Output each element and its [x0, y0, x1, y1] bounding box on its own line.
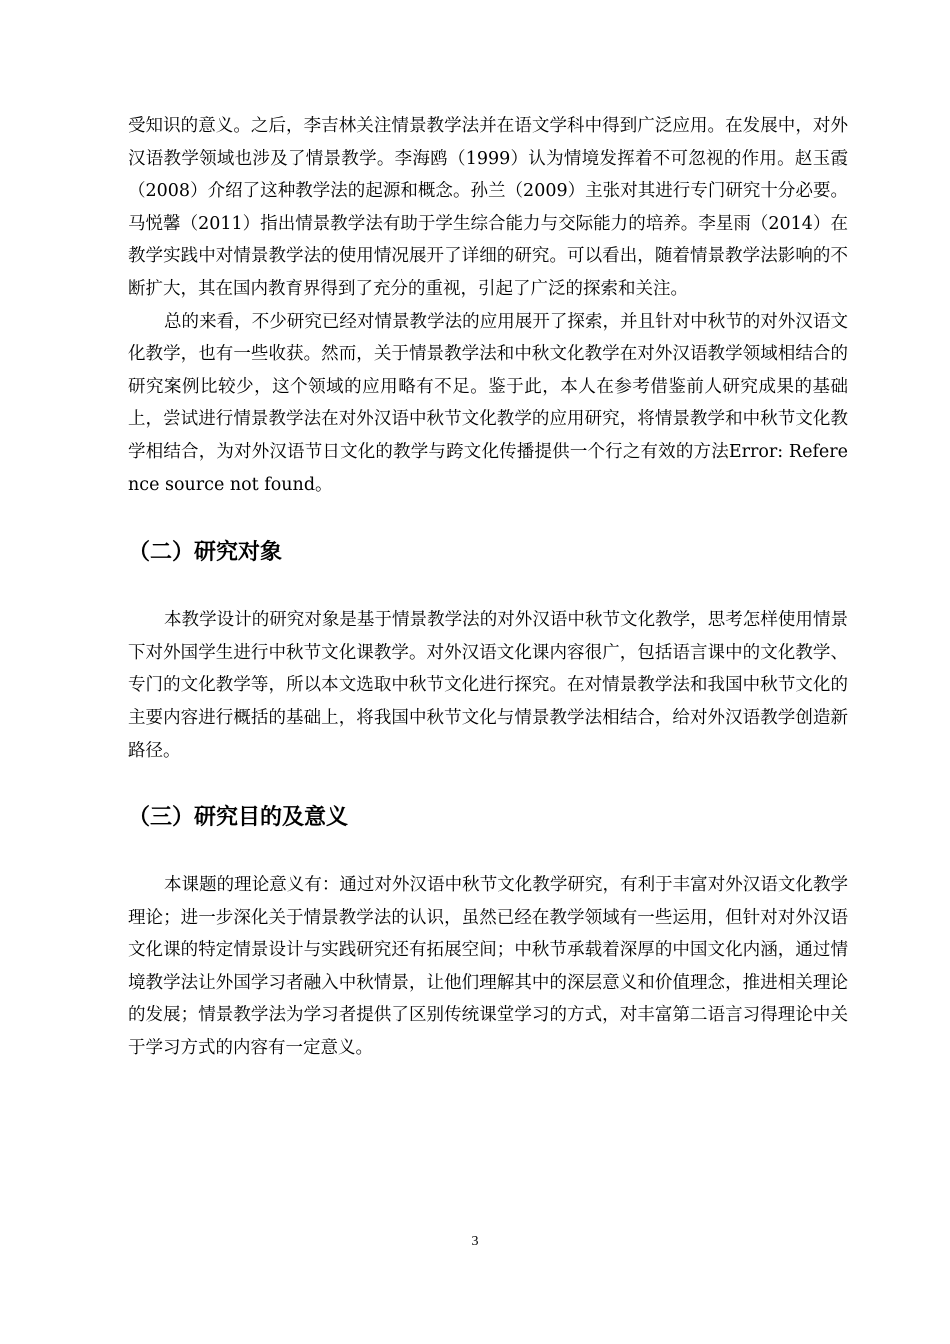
- paragraph-research-object: 本教学设计的研究对象是基于情景教学法的对外汉语中秋节文化教学，思考怎样使用情景下对外国学生进行中秋节文化课教学。对外汉语文化课内容很广，包括语言课中的文化教学、专门的文化教学等，所以本文选取中秋节文化进行探究。在对情景教学法和我国中秋节文化的主要内容进行概括的基础上，将我国中秋节文化与情景教学法相结合，给对外汉语教学创造新路径。: [128, 610, 848, 761]
- section-heading-research-purpose: （三）研究目的及意义: [128, 805, 349, 831]
- document-body: [128, 110, 848, 1065]
- paragraph-research-purpose: 本课题的理论意义有：通过对外汉语中秋节文化教学研究，有利于丰富对外汉语文化教学理论；进一步深化关于情景教学法的认识，虽然已经在教学领域有一些运用，但针对对外汉语文化课的特定情景设计与实践研究还有拓展空间；中秋节承载着深厚的中国文化内涵，通过情境教学法让外国学习者融入中秋情景，让他们理解其中的深层意义和价值理念，推进相关理论的发展；情景教学法为学习者提供了区别传统课堂学习的方式，对丰富第二语言习得理论中关于学习方式的内容有一定意义。: [128, 875, 848, 1059]
- page-number: 3: [471, 1234, 479, 1249]
- paragraph-continuation: 受知识的意义。之后，李吉林关注情景教学法并在语文学科中得到广泛应用。在发展中，对外汉语教学领域也涉及了情景教学。李海鸥（1999）认为情境发挥着不可忽视的作用。赵玉霞（2008）介绍了这种教学法的起源和概念。孙兰（2009）主张对其进行专门研究十分必要。马悦馨（2011）指出情景教学法有助于学生综合能力与交际能力的培养。李星雨（2014）在教学实践中对情景教学法的使用情况展开了详细的研究。可以看出，随着情景教学法影响的不断扩大，其在国内教育界得到了充分的重视，引起了广泛的探索和关注。: [128, 116, 848, 299]
- paragraph-summary: 总的来看，不少研究已经对情景教学法的应用展开了探索，并且针对中秋节的对外汉语文化教学，也有一些收获。然而，关于情景教学法和中秋文化教学在对外汉语教学领域相结合的研究案例比较少，这个领域的应用略有不足。鉴于此，本人在参考借鉴前人研究成果的基础上，尝试进行情景教学法在对外汉语中秋节文化教学的应用研究，将情景教学和中秋节文化教学相结合，为对外汉语节日文化的教学与跨文化传播提供一个行之有效的方法Error: Reference source not found。: [128, 311, 848, 495]
- section-heading-research-object: （二）研究对象: [128, 540, 283, 566]
